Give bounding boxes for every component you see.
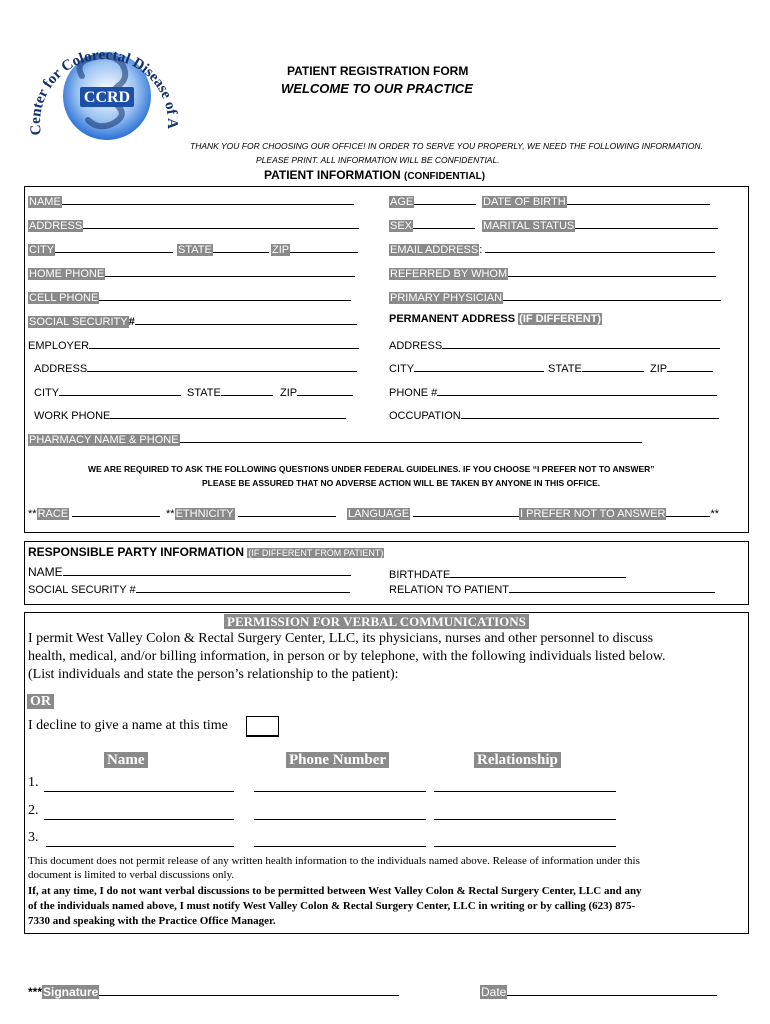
contact-row-3-name[interactable] — [46, 845, 234, 847]
permanent-state-field[interactable]: STATE — [548, 360, 644, 375]
ssn-field[interactable]: SOCIAL SECURITY# — [28, 313, 357, 328]
cell-phone-field[interactable]: CELL PHONE — [28, 289, 351, 304]
release-note-line-2: document is limited to verbal discussions only. — [28, 869, 235, 881]
contact-row-1-phone[interactable] — [254, 790, 426, 792]
decline-checkbox[interactable] — [246, 716, 279, 737]
permission-heading: PERMISSION FOR VERBAL COMMUNICATIONS — [224, 613, 529, 631]
or-label: OR — [27, 692, 54, 710]
federal-notice-line-1: WE ARE REQUIRED TO ASK THE FOLLOWING QUESTIONS UNDER FEDERAL GUIDELINES. IF YOU CHOOSE “I PREFER NOT TO ANSWER” — [88, 464, 655, 474]
employer-address-field[interactable]: ADDRESS — [34, 360, 357, 375]
permanent-address-field[interactable]: ADDRESS — [389, 337, 720, 352]
contact-row-3-relationship[interactable] — [434, 845, 616, 847]
contact-row-1-number: 1. — [28, 775, 39, 790]
primary-physician-field[interactable]: PRIMARY PHYSICIAN — [389, 289, 721, 304]
home-phone-field[interactable]: HOME PHONE — [28, 265, 355, 280]
contact-row-1-relationship[interactable] — [434, 790, 616, 792]
relation-to-patient-field[interactable]: RELATION TO PATIENT — [389, 581, 715, 596]
language-field[interactable]: LANGUAGE — [347, 505, 519, 520]
sex-field[interactable]: SEX — [389, 217, 475, 232]
responsible-ssn-field[interactable]: SOCIAL SECURITY # — [28, 581, 350, 596]
contact-row-2-number: 2. — [28, 803, 39, 818]
work-phone-field[interactable]: WORK PHONE — [34, 407, 346, 422]
permanent-phone-field[interactable]: PHONE # — [389, 384, 717, 399]
marital-status-field[interactable]: MARITAL STATUS — [482, 217, 718, 232]
svg-text:Center for Colorectal Disease: Center for Colorectal Disease of A — [27, 47, 181, 137]
name-field[interactable]: NAME — [28, 193, 354, 208]
decline-label: I decline to give a name at this time — [28, 718, 228, 733]
contact-row-2-name[interactable] — [44, 818, 234, 820]
ethnicity-field[interactable]: **ETHNICITY — [166, 505, 336, 520]
intro-line-1: THANK YOU FOR CHOOSING OUR OFFICE! IN ORDER TO SERVE YOU PROPERLY, WE NEED THE FOLLOWING INFORMATION. — [190, 141, 703, 151]
notify-line-2: of the individuals named above, I must notify West Valley Colon & Rectal Surgery Center, LLC in writing or by calling (623) 875- — [28, 900, 636, 912]
age-field[interactable]: AGE — [389, 193, 476, 208]
race-field[interactable]: **RACE — [28, 505, 160, 520]
address-field[interactable]: ADDRESS — [28, 217, 359, 232]
form-title: PATIENT REGISTRATION FORM — [287, 64, 469, 78]
state-field[interactable]: STATE — [177, 241, 269, 256]
contact-row-3-number: 3. — [28, 830, 39, 845]
svg-text:CCRD: CCRD — [83, 89, 131, 106]
column-header-phone: Phone Number — [286, 751, 389, 769]
permanent-zip-field[interactable]: ZIP — [650, 360, 713, 375]
intro-line-2: PLEASE PRINT. ALL INFORMATION WILL BE CONFIDENTIAL. — [256, 155, 500, 165]
email-field[interactable]: EMAIL ADDRESS: — [389, 241, 715, 256]
referred-by-field[interactable]: REFERRED BY WHOM — [389, 265, 716, 280]
dob-field[interactable]: DATE OF BIRTH — [482, 193, 710, 208]
pharmacy-field[interactable]: PHARMACY NAME & PHONE — [28, 431, 642, 446]
responsible-party-heading: RESPONSIBLE PARTY INFORMATION (IF DIFFERENT FROM PATIENT) — [28, 545, 384, 559]
contact-row-1-name[interactable] — [44, 790, 234, 792]
permanent-address-heading: PERMANENT ADDRESS (IF DIFFERENT) — [389, 313, 602, 325]
responsible-name-field[interactable]: NAME — [28, 564, 351, 579]
responsible-birthdate-field[interactable]: BIRTHDATE — [389, 566, 626, 581]
notify-line-3: 7330 and speaking with the Practice Office Manager. — [28, 915, 276, 927]
city-field[interactable]: CITY — [28, 241, 173, 256]
practice-logo — [22, 14, 182, 154]
patient-info-heading: PATIENT INFORMATION (CONFIDENTIAL) — [264, 168, 486, 182]
employer-city-field[interactable]: CITY — [34, 384, 181, 399]
column-header-relationship: Relationship — [474, 751, 561, 769]
contact-row-2-relationship[interactable] — [434, 818, 616, 820]
date-field[interactable]: Date — [480, 984, 717, 999]
contact-row-3-phone[interactable] — [254, 845, 426, 847]
permanent-city-field[interactable]: CITY — [389, 360, 544, 375]
employer-field[interactable]: EMPLOYER — [28, 337, 359, 352]
notify-line-1: If, at any time, I do not want verbal discussions to be permitted between West Valley Colon & Rectal Surgery Center, LLC and any — [28, 885, 642, 897]
zip-field[interactable]: ZIP — [271, 241, 358, 256]
permission-para-line-3: (List individuals and state the person’s relationship to the patient): — [28, 667, 399, 682]
occupation-field[interactable]: OCCUPATION — [389, 407, 719, 422]
contact-row-2-phone[interactable] — [254, 818, 426, 820]
release-note-line-1: This document does not permit release of any written health information to the individuals named above. Release of information under this — [28, 855, 640, 867]
welcome-subtitle: WELCOME TO OUR PRACTICE — [281, 81, 473, 96]
column-header-name: Name — [104, 751, 148, 769]
signature-field[interactable]: ***Signature — [28, 984, 399, 999]
employer-zip-field[interactable]: ZIP — [280, 384, 353, 399]
permission-para-line-1: I permit West Valley Colon & Rectal Surgery Center, LLC, its physicians, nurses and other personnel to discuss — [28, 631, 654, 646]
permission-para-line-2: health, medical, and/or billing information, in person or by telephone, with the following individuals listed below. — [28, 649, 666, 664]
prefer-not-to-answer-field[interactable]: I PREFER NOT TO ANSWER ** — [519, 505, 719, 520]
employer-state-field[interactable]: STATE — [187, 384, 273, 399]
federal-notice-line-2: PLEASE BE ASSURED THAT NO ADVERSE ACTION WILL BE TAKEN BY ANYONE IN THIS OFFICE. — [202, 478, 601, 488]
